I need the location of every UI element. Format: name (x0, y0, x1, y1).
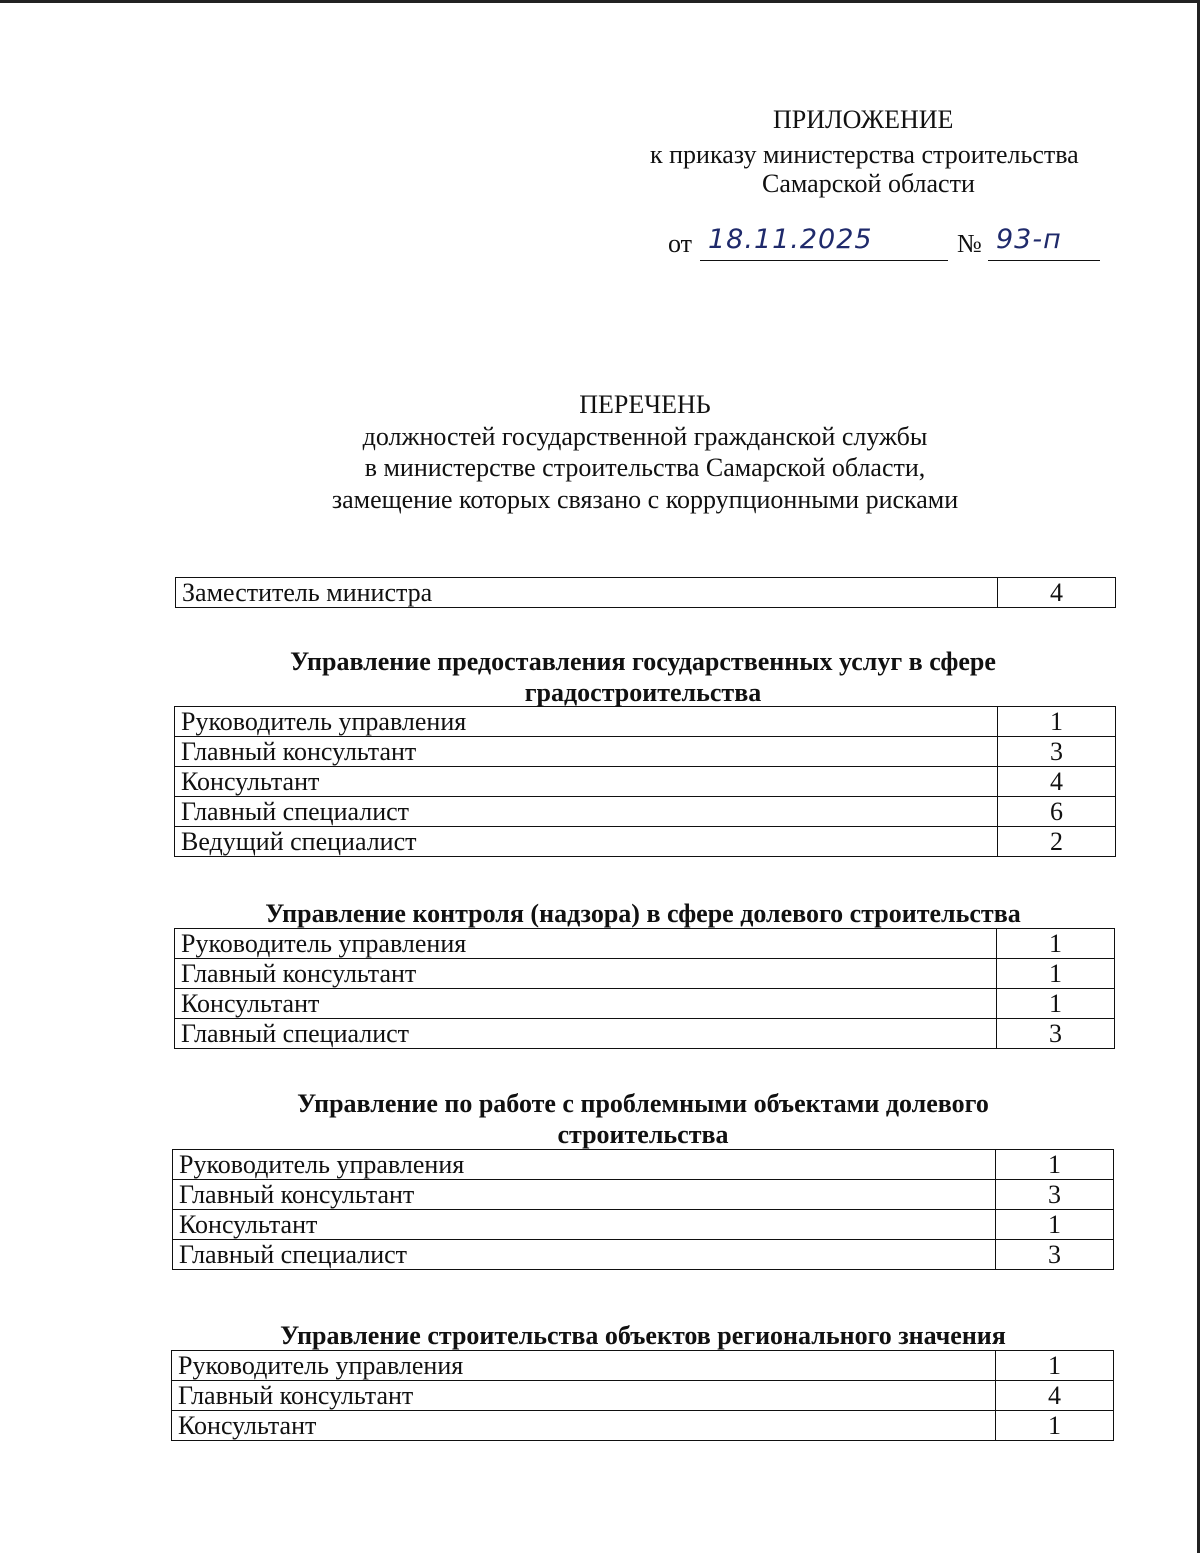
position-cell: Консультант (175, 767, 998, 797)
position-cell: Консультант (173, 1210, 996, 1240)
order-from-label: от (668, 229, 693, 258)
table-row (175, 959, 1115, 989)
section-title: Управление по работе с проблемными объектами долевого (297, 1089, 989, 1118)
table-row (173, 1210, 1114, 1240)
position-cell: Руководитель управления (175, 929, 997, 959)
position-cell: Главный консультант (175, 737, 998, 767)
position-cell: Главный консультант (172, 1381, 996, 1411)
count-cell: 3 (997, 1019, 1115, 1049)
order-number-label: № (957, 229, 982, 258)
count-cell: 6 (998, 797, 1116, 827)
count-cell: 4 (996, 1381, 1114, 1411)
section-title: Управление предоставления государственных услуг в сфере (290, 647, 996, 676)
appendix-title: ПРИЛОЖЕНИЕ (773, 105, 954, 134)
count-cell: 1 (996, 1150, 1114, 1180)
position-cell: Главный консультант (175, 959, 997, 989)
table-row (175, 989, 1115, 1019)
count-cell: 1 (997, 989, 1115, 1019)
table-row (175, 1019, 1115, 1049)
position-cell: Главный специалист (173, 1240, 996, 1270)
position-cell: Ведущий специалист (175, 827, 998, 857)
position-cell: Главный консультант (173, 1180, 996, 1210)
position-cell: Руководитель управления (172, 1351, 996, 1381)
count-cell: 3 (998, 737, 1116, 767)
table-row (173, 1180, 1114, 1210)
table-row (172, 1351, 1114, 1381)
count-cell: 1 (998, 707, 1116, 737)
position-cell: Консультант (175, 989, 997, 1019)
count-cell: 1 (996, 1210, 1114, 1240)
document-subtitle-line-3: замещение которых связано с коррупционными рисками (331, 485, 959, 514)
table-row (173, 1240, 1114, 1270)
table-row (175, 707, 1116, 737)
count-cell: 3 (996, 1180, 1114, 1210)
section-table (174, 928, 1115, 1049)
count-cell: 2 (998, 827, 1116, 857)
order-date-handwritten: 18.11.2025 (708, 224, 873, 255)
table-row (172, 1381, 1114, 1411)
section-table (174, 706, 1116, 857)
section-title: Управление контроля (надзора) в сфере долевого строительства (265, 899, 1021, 928)
position-cell: Консультант (172, 1411, 996, 1441)
count-cell: 4 (998, 578, 1116, 608)
count-cell: 1 (996, 1351, 1114, 1381)
section-title-line-2: строительства (557, 1120, 729, 1149)
section-title: Управление строительства объектов регионального значения (280, 1321, 1006, 1350)
position-cell: Руководитель управления (175, 707, 998, 737)
order-reference (668, 225, 1108, 265)
appendix-line-2: Самарской области (762, 169, 975, 198)
deputy-minister-table (175, 577, 1116, 608)
count-cell: 1 (997, 929, 1115, 959)
table-row (175, 929, 1115, 959)
table-row (176, 578, 1116, 608)
count-cell: 3 (996, 1240, 1114, 1270)
position-cell: Главный специалист (175, 797, 998, 827)
section-table (171, 1350, 1114, 1441)
section-title-line-2: градостроительства (524, 678, 762, 707)
document-title: ПЕРЕЧЕНЬ (579, 390, 711, 419)
section-table (172, 1149, 1114, 1270)
table-row (175, 797, 1116, 827)
table-row (175, 737, 1116, 767)
order-number-handwritten: 93-п (996, 224, 1062, 255)
table-row (172, 1411, 1114, 1441)
appendix-line-1: к приказу министерства строительства (650, 140, 1079, 169)
count-cell: 1 (996, 1411, 1114, 1441)
document-subtitle-line-2: в министерстве строительства Самарской области, (364, 453, 926, 482)
position-cell: Заместитель министра (176, 578, 998, 608)
count-cell: 1 (997, 959, 1115, 989)
position-cell: Главный специалист (175, 1019, 997, 1049)
document-subtitle-line-1: должностей государственной гражданской службы (362, 422, 928, 451)
scan-border-top (0, 0, 1200, 3)
table-row (175, 827, 1116, 857)
table-row (173, 1150, 1114, 1180)
count-cell: 4 (998, 767, 1116, 797)
table-row (175, 767, 1116, 797)
position-cell: Руководитель управления (173, 1150, 996, 1180)
